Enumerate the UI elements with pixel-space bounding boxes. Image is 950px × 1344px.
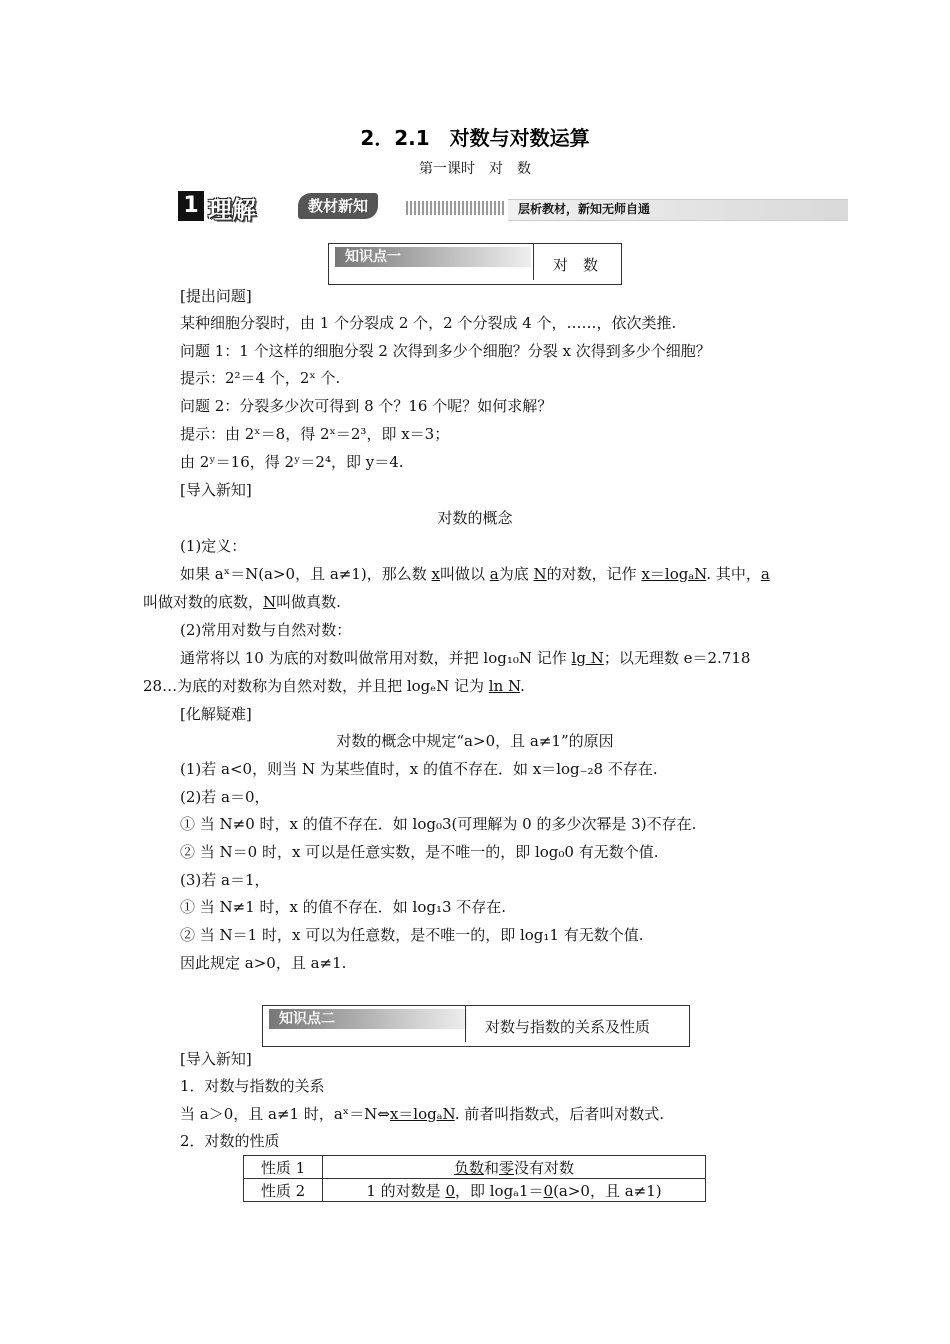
text-fragment: 为底: [498, 565, 534, 583]
text-line: 某种细胞分裂时，由 1 个分裂成 2 个，2 个分裂成 4 个，……，依次类推.: [180, 314, 677, 332]
blank-answer: a: [489, 565, 499, 583]
text-line: ① 当 N≠0 时，x 的值不存在．如 log₀3(可理解为 0 的多少次幂是 3)不存在.: [180, 815, 697, 833]
page-title: 2．2.1 对数与对数运算: [360, 126, 590, 150]
section-heading: 对数的概念中规定“a>0，且 a≠1”的原因: [336, 732, 614, 750]
kp1-text: 对 数: [553, 256, 599, 274]
text-fragment: 的对数，记作: [546, 565, 642, 583]
kp2-divider: [465, 1006, 466, 1042]
section-heading: 对数的概念: [437, 509, 513, 527]
text-line: 问题 2：分裂多少次可得到 8 个？16 个呢？如何求解？: [180, 397, 553, 415]
text-line: ① 当 N≠1 时，x 的值不存在．如 log₁3 不存在.: [180, 898, 507, 916]
text-fragment: 叫做对数的底数，: [143, 593, 264, 611]
banner-number: 1: [178, 191, 204, 221]
blank-answer: N: [533, 565, 547, 583]
text-line: 问题 1：1 个这样的细胞分裂 2 次得到多少个细胞？分裂 x 次得到多少个细胞？: [180, 342, 711, 360]
text-fragment: 1 的对数是: [366, 1181, 446, 1200]
table-cell: [323, 1156, 706, 1179]
properties-table: [243, 1155, 706, 1202]
kp2-text: 对数与指数的关系及性质: [485, 1018, 651, 1036]
banner-note: 层析教材，新知无师自通: [518, 202, 651, 216]
text-line: (3)若 a＝1，: [180, 871, 270, 889]
text-line: 提示：2²＝4 个，2ˣ 个.: [180, 369, 341, 387]
definition-line: [180, 647, 750, 668]
definition-line: [180, 563, 770, 584]
definition-line: [143, 675, 525, 696]
blank-answer: 0: [543, 1181, 554, 1200]
page-subtitle: 第一课时 对 数: [419, 161, 531, 177]
section-banner: [178, 187, 848, 229]
blank-answer: x: [431, 565, 441, 583]
blank-answer: 0: [445, 1181, 455, 1200]
definition-line: [180, 1103, 664, 1124]
banner-stripes: [406, 201, 506, 215]
text-line: (2)常用对数与自然对数：: [180, 621, 352, 639]
text-fragment: ，即 logₐ1＝: [454, 1181, 544, 1200]
text-line: [化解疑难]: [180, 705, 252, 723]
text-line: (2)若 a＝0，: [180, 788, 270, 806]
text-fragment: 如果 aˣ＝N(a>0，且 a≠1)，那么数: [180, 565, 432, 583]
text-line: 提示：由 2ˣ＝8，得 2ˣ＝2³，即 x＝3；: [180, 425, 450, 443]
text-line: 由 2ʸ＝16，得 2ʸ＝2⁴，即 y＝4.: [180, 453, 404, 471]
knowledge-point-2: [262, 1005, 690, 1047]
kp1-label: 知识点一: [335, 247, 531, 267]
table-row: [244, 1179, 706, 1202]
blank-answer: lg N: [571, 649, 604, 667]
banner-tag: 教材新知: [298, 193, 378, 219]
table-cell: [323, 1179, 706, 1202]
knowledge-point-1: [328, 243, 622, 285]
table-row: [244, 1156, 706, 1179]
blank-answer: ln N: [488, 677, 521, 695]
text-fragment: 和: [483, 1158, 499, 1177]
text-line: [导入新知]: [180, 1050, 252, 1068]
text-fragment: (a>0，且 a≠1): [553, 1181, 662, 1200]
table-cell: 性质 1: [244, 1156, 323, 1179]
text-fragment: 28…为底的对数称为自然对数，并且把 logₑN 记为: [143, 677, 489, 695]
kp2-label: 知识点二: [269, 1009, 467, 1029]
blank-answer: N: [263, 593, 277, 611]
text-fragment: ；以无理数 e＝2.718: [603, 649, 751, 667]
table-cell: 性质 2: [244, 1179, 323, 1202]
text-fragment: 没有对数: [514, 1158, 575, 1177]
text-fragment: 通常将以 10 为底的对数叫做常用对数，并把 log₁₀N 记作: [180, 649, 572, 667]
text-line: [提出问题]: [180, 287, 252, 305]
text-fragment: .: [520, 677, 525, 695]
text-line: ② 当 N＝0 时，x 可以是任意实数，是不唯一的，即 log₀0 有无数个值.: [180, 843, 659, 861]
text-fragment: 当 a＞0，且 a≠1 时，aˣ＝N⇔: [180, 1105, 390, 1123]
text-line: (1)若 a<0，则当 N 为某些值时，x 的值不存在．如 x＝log₋₂8 不存在.: [180, 760, 658, 778]
text-line: (1)定义：: [180, 537, 247, 555]
text-fragment: . 其中，: [706, 565, 761, 583]
blank-answer: 零: [499, 1158, 515, 1177]
blank-answer: 负数: [453, 1158, 484, 1177]
banner-word: 理解: [208, 196, 256, 224]
text-line: 2．对数的性质: [180, 1132, 280, 1150]
kp1-divider: [533, 244, 534, 280]
definition-line: [143, 591, 341, 612]
blank-answer: x＝logₐN: [641, 565, 707, 583]
blank-answer: a: [760, 565, 770, 583]
text-fragment: 叫做以: [440, 565, 490, 583]
text-line: 1．对数与指数的关系: [180, 1077, 325, 1095]
text-line: ② 当 N＝1 时，x 可以为任意数，是不唯一的，即 log₁1 有无数个值.: [180, 926, 644, 944]
text-fragment: . 前者叫指数式，后者叫对数式.: [454, 1105, 664, 1123]
blank-answer: x＝logₐN: [389, 1105, 455, 1123]
text-fragment: 叫做真数.: [276, 593, 341, 611]
text-line: 因此规定 a>0，且 a≠1.: [180, 954, 347, 972]
text-line: [导入新知]: [180, 481, 252, 499]
